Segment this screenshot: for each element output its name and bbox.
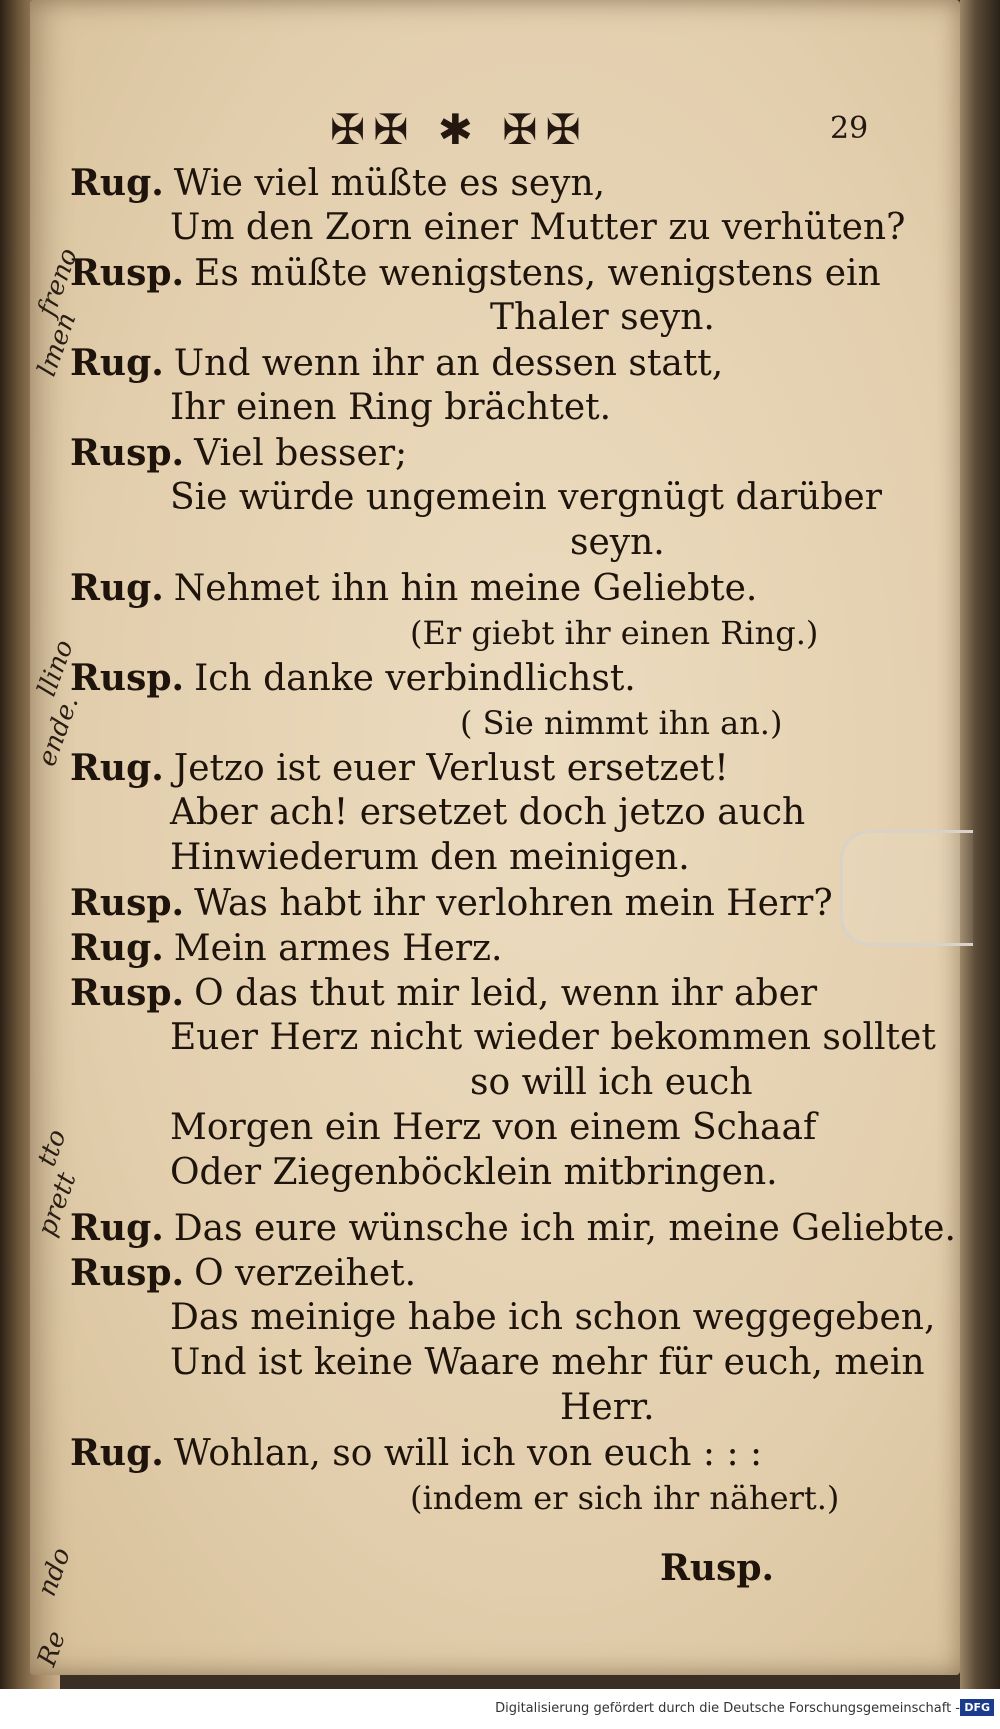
line-text: Aber ach! ersetzet doch jetzo auch (170, 792, 806, 833)
speaker-label: Rug. (70, 567, 164, 609)
line-text: Es müßte wenigstens, wenigstens ein (194, 253, 881, 294)
bookmark-tab (840, 830, 973, 946)
line-text: seyn. (570, 522, 665, 563)
margin-fragment: lmen (32, 308, 83, 381)
text-line (70, 1432, 763, 1474)
book-page (30, 0, 960, 1675)
text-line (70, 567, 758, 609)
line-text: so will ich euch (470, 1062, 753, 1103)
line-text: Und ist keine Waare mehr für euch, mein (170, 1342, 925, 1383)
text-line (460, 705, 782, 741)
text-line (70, 747, 729, 789)
text-line (170, 1342, 925, 1383)
text-line (70, 882, 833, 924)
text-line (170, 1297, 936, 1338)
dfg-logo: DFG (960, 1699, 994, 1716)
footer-bar (0, 1689, 1000, 1729)
line-text: O das thut mir leid, wenn ihr aber (194, 973, 818, 1014)
speaker-label: Rusp. (70, 657, 185, 699)
speaker-label: Rug. (70, 1432, 164, 1474)
speaker-label: Rusp. (70, 252, 185, 294)
text-line (70, 162, 606, 204)
speaker-label: Rug. (70, 747, 164, 789)
line-text: O verzeihet. (194, 1253, 417, 1294)
line-text: (indem er sich ihr nähert.) (410, 1479, 840, 1517)
text-line (70, 1207, 956, 1249)
speaker-label: Rusp. (70, 432, 185, 474)
text-line (70, 927, 503, 969)
line-text: (Er giebt ihr einen Ring.) (410, 614, 819, 652)
margin-fragment: ende. (32, 691, 85, 771)
text-line (170, 1152, 778, 1193)
line-text: Rusp. (660, 1547, 775, 1589)
text-line (170, 1017, 936, 1058)
line-text: Ich danke verbindlichst. (194, 658, 636, 699)
text-line (170, 837, 690, 878)
line-text: Um den Zorn einer Mutter zu verhüten? (170, 207, 906, 248)
margin-fragment: tto (32, 1125, 73, 1171)
text-line (70, 432, 408, 474)
text-line (660, 1547, 784, 1589)
line-text: Sie würde ungemein vergnügt darüber (170, 477, 882, 518)
text-line (570, 522, 665, 563)
line-text: Morgen ein Herz von einem Schaaf (170, 1107, 817, 1148)
margin-fragment: Re (32, 1627, 73, 1671)
page-number: 29 (830, 111, 869, 146)
header-ornament: ✠✠ ✱ ✠✠ (330, 105, 589, 154)
text-line (170, 477, 882, 518)
line-text: Hinwiederum den meinigen. (170, 837, 690, 878)
line-text: Und wenn ihr an dessen statt, (173, 343, 724, 384)
text-line (170, 1107, 817, 1148)
speaker-label: Rug. (70, 162, 164, 204)
line-text: Herr. (560, 1387, 655, 1428)
text-line (170, 792, 806, 833)
speaker-label: Rug. (70, 342, 164, 384)
line-text: Oder Ziegenböcklein mitbringen. (170, 1152, 778, 1193)
line-text: Wie viel müßte es seyn, (173, 163, 606, 204)
line-text: Viel besser; (194, 433, 408, 474)
line-text: Wohlan, so will ich von euch : : : (173, 1433, 763, 1474)
text-line (70, 252, 881, 294)
speaker-label: Rusp. (70, 882, 185, 924)
line-text: Thaler seyn. (490, 297, 715, 338)
text-line (410, 615, 818, 651)
margin-fragment: llino (32, 636, 80, 701)
text-line (170, 387, 612, 428)
line-text: Nehmet ihn hin meine Geliebte. (173, 568, 758, 609)
line-text: Euer Herz nicht wieder bekommen solltet (170, 1017, 936, 1058)
text-line (70, 342, 724, 384)
footer-credit: Digitalisierung gefördert durch die Deutsche Forschungsgemeinschaft - (495, 1701, 960, 1716)
margin-fragment: prett (32, 1168, 83, 1241)
speaker-label: Rug. (70, 1207, 164, 1249)
play-text (30, 0, 960, 1675)
text-line (560, 1387, 655, 1428)
text-line (70, 657, 636, 699)
line-text: Das eure wünsche ich mir, meine Geliebte. (173, 1208, 956, 1249)
line-text: Was habt ihr verlohren mein Herr? (194, 883, 833, 924)
text-line (70, 972, 818, 1014)
text-line (410, 1480, 839, 1516)
margin-fragment: freno (32, 244, 85, 321)
speaker-label: Rusp. (70, 1252, 185, 1294)
line-text: Mein armes Herz. (173, 928, 503, 969)
margin-fragment: ndo (32, 1543, 77, 1601)
text-line (470, 1062, 753, 1103)
line-text: Ihr einen Ring brächtet. (170, 387, 612, 428)
line-text: Das meinige habe ich schon weggegeben, (170, 1297, 936, 1338)
text-line (70, 1252, 417, 1294)
line-text: Jetzo ist euer Verlust ersetzet! (173, 748, 729, 789)
speaker-label: Rug. (70, 927, 164, 969)
line-text: ( Sie nimmt ihn an.) (460, 704, 783, 742)
text-line (490, 297, 715, 338)
speaker-label: Rusp. (70, 972, 185, 1014)
text-line (170, 207, 906, 248)
